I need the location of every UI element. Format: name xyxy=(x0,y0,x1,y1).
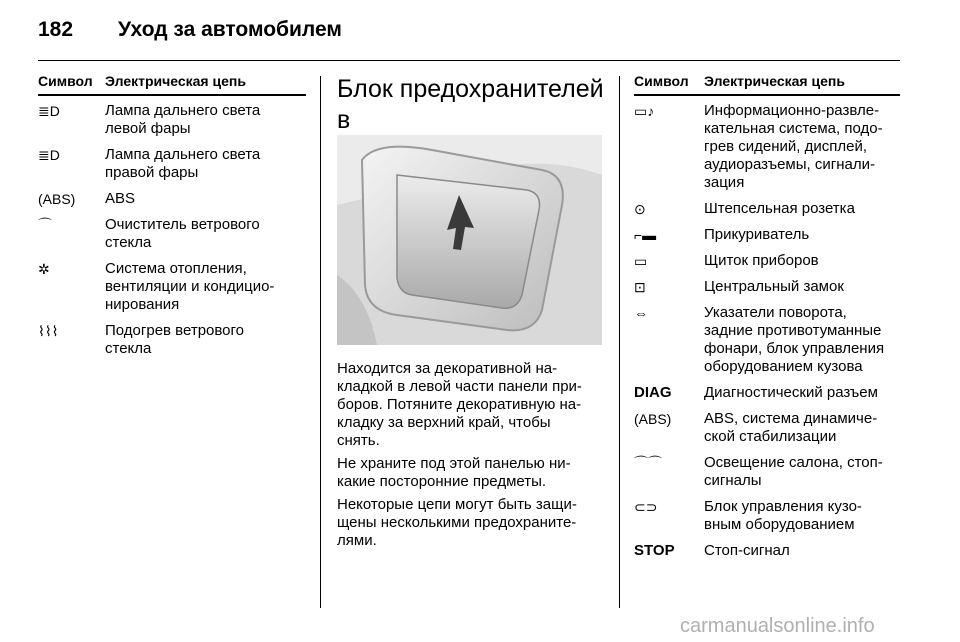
text-line: Информационно-развле- xyxy=(704,102,880,119)
text-line: ской стабилизации xyxy=(704,428,837,445)
paragraph-warning xyxy=(337,455,607,491)
text-line: Освещение салона, стоп- xyxy=(704,454,883,471)
fuse-cover-photo xyxy=(337,135,602,345)
high-beam-icon: ≣D xyxy=(38,103,60,119)
table-row xyxy=(634,96,900,194)
text-line: Некоторые цепи могут быть защи- xyxy=(337,496,577,513)
text-line: Штепсельная розетка xyxy=(704,200,855,217)
table-row xyxy=(38,184,306,210)
text-line: кладку за верхний край, чтобы xyxy=(337,414,551,431)
table-row xyxy=(634,448,900,492)
instrument-panel-icon: ▭ xyxy=(634,253,648,269)
left-table-rows xyxy=(38,96,306,360)
text-line: фонари, блок управления xyxy=(704,340,885,357)
table-row xyxy=(634,272,900,298)
column-divider-right xyxy=(619,76,620,608)
text-line: Прикуриватель xyxy=(704,226,810,243)
table-row xyxy=(634,536,900,562)
high-beam-icon: ≣D xyxy=(38,147,60,163)
table-row xyxy=(634,298,900,378)
text-line: щены несколькими предохраните- xyxy=(337,514,577,531)
table-row xyxy=(634,194,900,220)
table-row xyxy=(634,246,900,272)
circuit-description xyxy=(704,384,900,402)
left-table-header xyxy=(38,68,306,96)
circuit-description xyxy=(704,226,900,244)
section-body xyxy=(337,360,607,555)
circuit-description xyxy=(704,542,900,560)
text-line: Центральный замок xyxy=(704,278,844,295)
text-line: Лампа дальнего света xyxy=(105,146,261,163)
circuit-description xyxy=(105,216,306,252)
text-line: задние противотуманные xyxy=(704,322,882,339)
table-row xyxy=(634,404,900,448)
circuit-description xyxy=(105,322,306,358)
page-title: Уход за автомобилем xyxy=(118,18,342,41)
circuit-description xyxy=(704,102,900,192)
circuit-description xyxy=(105,260,306,314)
right-table-rows xyxy=(634,96,900,562)
wiper-icon: ⌒ xyxy=(38,217,52,233)
text-line: зация xyxy=(704,174,745,191)
text-line: Система отопления, xyxy=(105,260,247,277)
cigarette-lighter-icon: ⌐▬ xyxy=(634,227,657,243)
header-rule xyxy=(38,60,900,61)
text-line: нирования xyxy=(105,296,180,313)
circuit-description xyxy=(105,146,306,182)
symbol-column-header: Символ xyxy=(634,73,689,89)
table-row xyxy=(634,378,900,404)
circuit-description xyxy=(704,304,900,376)
text-line: аудиоразъемы, сигнали- xyxy=(704,156,875,173)
abs-icon: (ABS) xyxy=(634,411,672,427)
interior-light-icon: ⌒⌒ xyxy=(634,455,662,471)
text-line: ABS xyxy=(105,190,136,207)
paragraph-multiple-fuses xyxy=(337,496,607,550)
text-line: правой фары xyxy=(105,164,199,181)
text-line: грев сидений, дисплей, xyxy=(704,138,868,155)
text-line: какие посторонние предметы. xyxy=(337,473,547,490)
circuit-description xyxy=(704,278,900,296)
circuit-column-header: Электрическая цепь xyxy=(105,73,246,89)
heading-line: Блок предохранителей в xyxy=(337,75,604,134)
text-line: стекла xyxy=(105,340,152,357)
text-line: снять. xyxy=(337,432,380,449)
text-line: Не храните под этой панелью ни- xyxy=(337,455,571,472)
right-table-header xyxy=(634,68,900,96)
text-line: Очиститель ветрового xyxy=(105,216,260,233)
text-line: Диагностический разъем xyxy=(704,384,878,401)
body-control-icon: ⊂⊃ xyxy=(634,499,658,515)
infotainment-icon: ▭♪ xyxy=(634,103,655,119)
page-header xyxy=(38,14,918,42)
windshield-heat-icon: ⌇⌇⌇ xyxy=(38,323,59,339)
symbol-label: STOP xyxy=(634,542,675,559)
text-line: Подогрев ветрового xyxy=(105,322,245,339)
table-row xyxy=(634,492,900,536)
circuit-description xyxy=(704,498,900,534)
central-lock-icon: ⊡ xyxy=(634,279,646,295)
text-line: кательная система, подо- xyxy=(704,120,883,137)
watermark: carmanualsonline.info xyxy=(680,615,875,637)
text-line: Находится за декоративной на- xyxy=(337,360,558,377)
text-line: боров. Потяните декоративную на- xyxy=(337,396,582,413)
circuit-description xyxy=(704,200,900,218)
table-row xyxy=(38,210,306,254)
symbol-column-header: Символ xyxy=(38,73,93,89)
text-line: Щиток приборов xyxy=(704,252,819,269)
circuit-description xyxy=(105,102,306,138)
column-divider-left xyxy=(320,76,321,608)
left-fuse-table xyxy=(38,68,306,360)
circuit-description xyxy=(704,410,900,446)
table-row xyxy=(38,140,306,184)
text-line: лями. xyxy=(337,532,377,549)
circuit-description xyxy=(704,252,900,270)
text-line: ABS, система динамиче- xyxy=(704,410,878,427)
table-row xyxy=(38,316,306,360)
table-row xyxy=(634,220,900,246)
table-row xyxy=(38,254,306,316)
page-number: 182 xyxy=(38,18,74,41)
circuit-description xyxy=(704,454,900,490)
text-line: вным оборудованием xyxy=(704,516,855,533)
power-socket-icon: ⊙ xyxy=(634,201,646,217)
text-line: Указатели поворота, xyxy=(704,304,847,321)
text-line: оборудованием кузова xyxy=(704,358,863,375)
text-line: Лампа дальнего света xyxy=(105,102,261,119)
text-line: вентиляции и кондицио- xyxy=(105,278,275,295)
circuit-column-header: Электрическая цепь xyxy=(704,73,845,89)
text-line: стекла xyxy=(105,234,152,251)
symbol-label: DIAG xyxy=(634,384,672,401)
text-line: Стоп-сигнал xyxy=(704,542,790,559)
text-line: Блок управления кузо- xyxy=(704,498,862,515)
climate-fan-icon: ✲ xyxy=(38,261,50,277)
text-line: левой фары xyxy=(105,120,191,137)
right-fuse-table xyxy=(634,68,900,562)
turn-signal-icon: ⇔ xyxy=(634,305,648,321)
abs-icon: (ABS) xyxy=(38,191,76,207)
text-line: сигналы xyxy=(704,472,762,489)
paragraph-location xyxy=(337,360,607,450)
table-row xyxy=(38,96,306,140)
circuit-description xyxy=(105,190,306,208)
text-line: кладкой в левой части панели при- xyxy=(337,378,582,395)
